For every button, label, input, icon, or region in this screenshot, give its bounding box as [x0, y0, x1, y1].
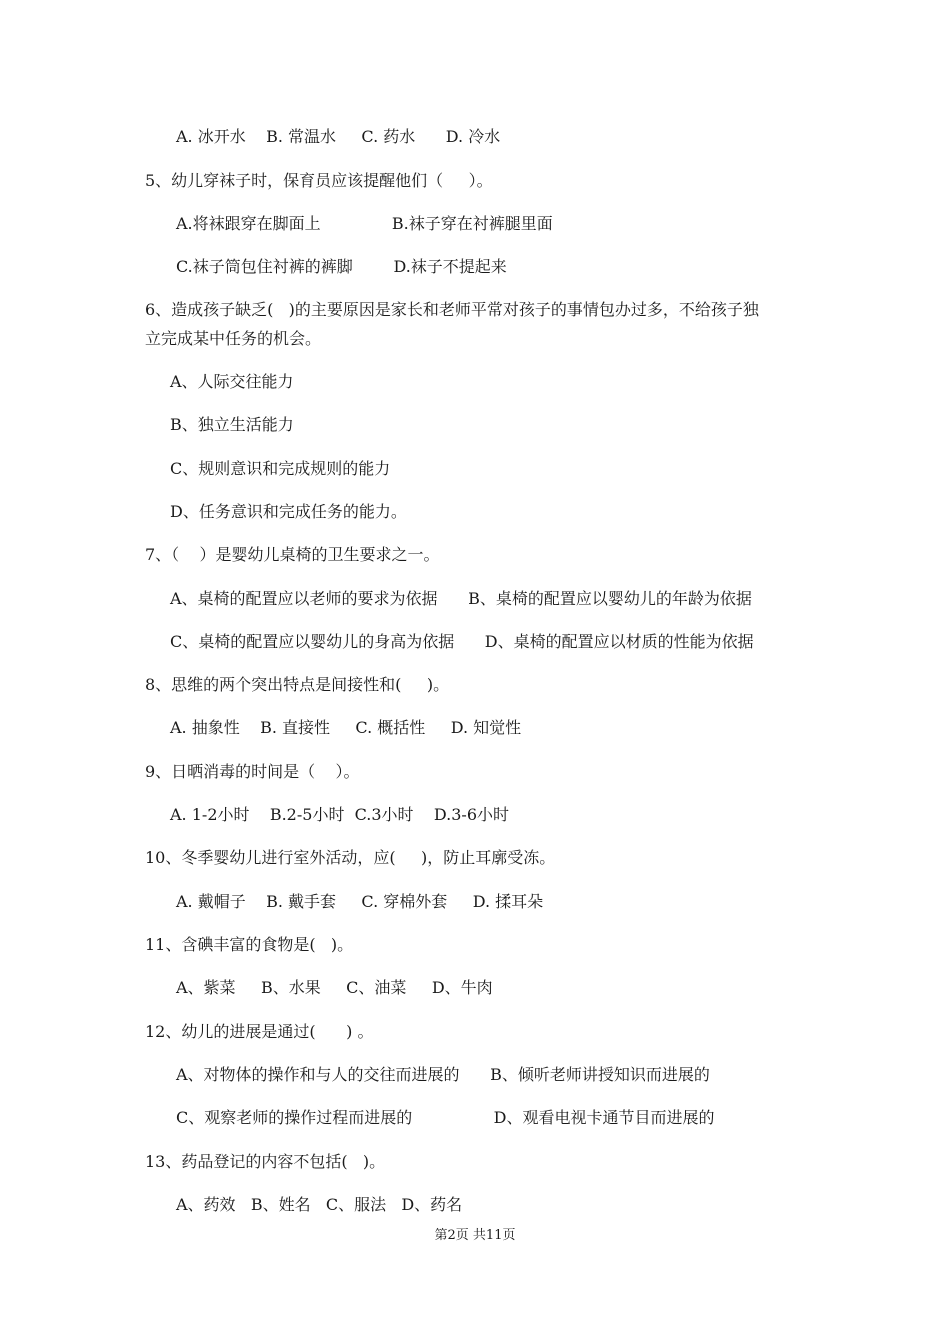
q13-options: A、药效 B、姓名 C、服法 D、药名: [176, 1195, 463, 1214]
question-5: 5、幼儿穿袜子时，保育员应该提醒他们（ ）。: [145, 171, 493, 190]
q6-option-c: C、规则意识和完成规则的能力: [170, 459, 391, 478]
page-footer: 第2页 共11页: [434, 1228, 516, 1243]
q9-options: A. 1-2小时 B.2-5小时 C.3小时 D.3-6小时: [170, 805, 510, 824]
question-13: 13、药品登记的内容不包括( )。: [145, 1152, 386, 1171]
question-10: 10、冬季婴幼儿进行室外活动，应( )，防止耳廓受冻。: [145, 848, 556, 867]
question-6-line1: 6、造成孩子缺乏( )的主要原因是家长和老师平常对孩子的事情包办过多，不给孩子独: [145, 300, 759, 319]
q12-options-cd: C、观察老师的操作过程而进展的 D、观看电视卡通节目而进展的: [176, 1108, 715, 1127]
q7-options-cd: C、桌椅的配置应以婴幼儿的身高为依据 D、桌椅的配置应以材质的性能为依据: [170, 632, 754, 651]
question-11: 11、含碘丰富的食物是( )。: [145, 935, 354, 954]
question-7: 7、（ ）是婴幼儿桌椅的卫生要求之一。: [145, 545, 440, 564]
question-6-line2: 立完成某中任务的机会。: [145, 329, 322, 348]
q8-options: A. 抽象性 B. 直接性 C. 概括性 D. 知觉性: [170, 718, 522, 737]
q12-options-ab: A、对物体的操作和与人的交往而进展的 B、倾听老师讲授知识而进展的: [176, 1065, 710, 1084]
q11-options: A、紫菜 B、水果 C、油菜 D、牛肉: [176, 978, 493, 997]
q6-option-a: A、人际交往能力: [170, 372, 294, 391]
q4-options: A. 冰开水 B. 常温水 C. 药水 D. 冷水: [176, 127, 501, 146]
q5-options-cd: C.袜子筒包住衬裤的裤脚 D.袜子不提起来: [176, 257, 507, 276]
question-12: 12、幼儿的进展是通过( ) 。: [145, 1022, 374, 1041]
q5-options-ab: A.将袜跟穿在脚面上 B.袜子穿在衬裤腿里面: [176, 214, 553, 233]
q7-options-ab: A、桌椅的配置应以老师的要求为依据 B、桌椅的配置应以婴幼儿的年龄为依据: [170, 589, 752, 608]
q6-option-b: B、独立生活能力: [170, 415, 294, 434]
question-9: 9、日晒消毒的时间是（ ）。: [145, 762, 360, 781]
question-8: 8、思维的两个突出特点是间接性和( )。: [145, 675, 450, 694]
q10-options: A. 戴帽子 B. 戴手套 C. 穿棉外套 D. 揉耳朵: [176, 892, 544, 911]
q6-option-d: D、任务意识和完成任务的能力。: [170, 502, 407, 521]
